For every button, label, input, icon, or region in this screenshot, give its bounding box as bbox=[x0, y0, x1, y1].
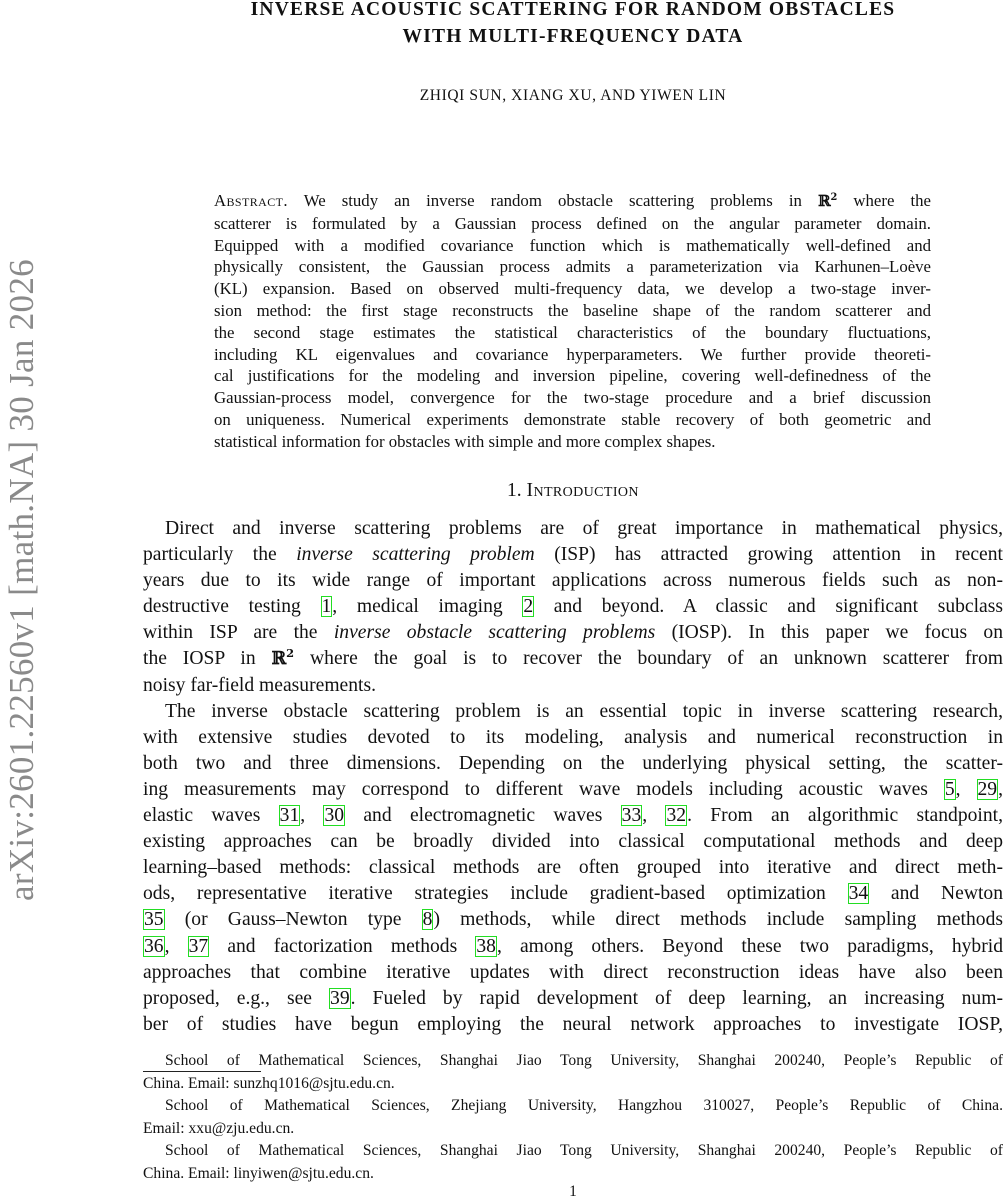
emphasis: inverse obstacle scattering problems bbox=[333, 622, 656, 644]
text-line: School of Mathematical Sciences, Shanghai Jiao Tong University, Shanghai 200240, People’s Republic of bbox=[165, 1052, 1003, 1069]
text-line: China. Email: sunzhq1016@sjtu.edu.cn. bbox=[143, 1074, 395, 1092]
text-line: physically consistent, the Gaussian process admits a parameterization via Karhunen–Loève bbox=[214, 257, 931, 277]
text-line: the second stage estimates the statistical characteristics of the boundary fluctuations, bbox=[214, 322, 931, 342]
text-line: ber of studies have begun employing the neural network approaches to investigate IOSP, bbox=[143, 1013, 1003, 1035]
footnotes bbox=[143, 1050, 1003, 1186]
text-line: 35 (or Gauss–Newton type 8) methods, while direct methods include sampling methods bbox=[144, 909, 1003, 931]
text-line: within ISP are the inverse obstacle scattering problems (IOSP). In this paper we focus on bbox=[143, 622, 1003, 644]
citation-link[interactable]: 1 bbox=[321, 596, 332, 618]
text-line: Equipped with a modified covariance function which is mathematically well-defined and bbox=[214, 235, 931, 255]
title-line: WITH MULTI-FREQUENCY DATA bbox=[402, 26, 744, 47]
text-line: learning–based methods: classical methods are often grouped into iterative and direct meth- bbox=[143, 857, 1003, 879]
footnote bbox=[143, 1050, 1003, 1095]
text-line: cal justifications for the modeling and inversion pipeline, covering well-definedness of the bbox=[214, 366, 931, 386]
citation-link[interactable]: 37 bbox=[188, 935, 209, 957]
citation-link[interactable]: 33 bbox=[621, 805, 642, 827]
text-line: Abstract. We study an inverse random obstacle scattering problems in ℝ$^2$ where the bbox=[214, 191, 931, 210]
footnote bbox=[143, 1095, 1003, 1140]
citation-link[interactable]: 35 bbox=[144, 909, 164, 931]
text-line: noisy far-field measurements. bbox=[143, 674, 377, 696]
citation-link[interactable]: 36 bbox=[144, 935, 164, 957]
text-line: existing approaches can be broadly divided into classical computational methods and deep bbox=[143, 831, 1003, 853]
text-line: Direct and inverse scattering problems are of great importance in mathematical physics, bbox=[165, 518, 1003, 539]
citation-link[interactable]: 32 bbox=[666, 805, 687, 827]
section-heading bbox=[143, 480, 1003, 502]
citation-link[interactable]: 39 bbox=[330, 987, 350, 1009]
citation-link[interactable]: 2 bbox=[523, 596, 534, 618]
emphasis: inverse scattering problem bbox=[296, 544, 535, 566]
math-symbol: ℝ$^2$ bbox=[271, 646, 295, 670]
text-line: approaches that combine iterative updates with direct reconstruction ideas have also been bbox=[143, 961, 1003, 983]
text-line: Gaussian-process model, convergence for the two-stage procedure and a brief discussion bbox=[214, 388, 931, 408]
text-line: (KL) expansion. Based on observed multi-frequency data, we develop a two-stage inver- bbox=[214, 279, 931, 299]
citation-link[interactable]: 30 bbox=[324, 805, 345, 827]
title-line: INVERSE ACOUSTIC SCATTERING FOR RANDOM OBSTACLES bbox=[250, 0, 896, 20]
arxiv-stamp: arXiv:2601.22560v1 [math.NA] 30 Jan 2026 bbox=[2, 259, 41, 901]
text-line: including KL eigenvalues and covariance hyperparameters. We further provide theoreti- bbox=[214, 344, 931, 364]
paragraph bbox=[143, 516, 1003, 699]
text-line: on uniqueness. Numerical experiments demonstrate stable recovery of both geometric and bbox=[214, 409, 931, 429]
text-line: with extensive studies devoted to its modeling, analysis and numerical reconstruction in bbox=[143, 726, 1003, 748]
text-line: sion method: the first stage reconstructs the baseline shape of the random scatterer and bbox=[214, 300, 931, 320]
text-line: statistical information for obstacles with simple and more complex shapes. bbox=[214, 431, 716, 451]
citation-link[interactable]: 29 bbox=[977, 778, 998, 800]
text-line: ods, representative iterative strategies include gradient-based optimization 34 and Newton bbox=[143, 883, 1003, 905]
citation-link[interactable]: 31 bbox=[279, 805, 300, 827]
text-line: the IOSP in ℝ$^2$ where the goal is to recover the boundary of an unknown scatterer from bbox=[143, 646, 1003, 670]
authors: ZHIQI SUN, XIANG XU, AND YIWEN LIN bbox=[419, 87, 727, 104]
text-line: both two and three dimensions. Depending on the underlying physical setting, the scatter- bbox=[143, 752, 1003, 774]
citation-link[interactable]: 8 bbox=[422, 909, 433, 931]
section-title: Introduction bbox=[526, 480, 639, 501]
text-line: The inverse obstacle scattering problem is an essential topic in inverse scattering research, bbox=[165, 700, 1003, 722]
text-line: years due to its wide range of important applications across numerous fields such as non- bbox=[143, 570, 1003, 592]
citation-link[interactable]: 38 bbox=[476, 935, 496, 957]
superscript: 2 bbox=[286, 646, 295, 661]
citation-link[interactable]: 5 bbox=[944, 778, 955, 800]
text-line: destructive testing 1, medical imaging 2 and beyond. A classic and significant subclass bbox=[143, 596, 1003, 618]
body-text bbox=[143, 516, 1003, 1038]
citation-link[interactable]: 34 bbox=[848, 883, 869, 905]
text-line: elastic waves 31, 30 and electromagnetic waves 33, 32. From an algorithmic standpoint, bbox=[143, 805, 1003, 827]
text-line: School of Mathematical Sciences, Zhejiang University, Hangzhou 310027, People’s Republic of China. bbox=[165, 1097, 1003, 1115]
abstract-label: Abstract. bbox=[214, 191, 288, 210]
text-line: proposed, e.g., see 39. Fueled by rapid development of deep learning, an increasing num- bbox=[143, 987, 1003, 1009]
footnote bbox=[143, 1140, 1003, 1185]
text-line: scatterer is formulated by a Gaussian process defined on the angular parameter domain. bbox=[214, 213, 931, 233]
superscript: 2 bbox=[830, 191, 838, 203]
text-line: 36, 37 and factorization methods 38, among others. Beyond these two paradigms, hybrid bbox=[144, 935, 1003, 957]
text-line: China. Email: linyiwen@sjtu.edu.cn. bbox=[143, 1164, 374, 1182]
paragraph bbox=[143, 699, 1003, 1038]
section-number: 1. bbox=[507, 480, 522, 501]
math-symbol: ℝ$^2$ bbox=[817, 191, 838, 210]
text-line: School of Mathematical Sciences, Shanghai Jiao Tong University, Shanghai 200240, People’s Republic of bbox=[165, 1142, 1003, 1160]
page-number: 1 bbox=[569, 1183, 577, 1200]
text-line: ing measurements may correspond to different wave models including acoustic waves 5, 29, bbox=[143, 778, 1003, 800]
abstract bbox=[214, 190, 931, 453]
text-line: particularly the inverse scattering problem (ISP) has attracted growing attention in recent bbox=[143, 544, 1003, 566]
paper-title bbox=[143, 0, 1003, 50]
text-line: Email: xxu@zju.edu.cn. bbox=[143, 1119, 295, 1137]
